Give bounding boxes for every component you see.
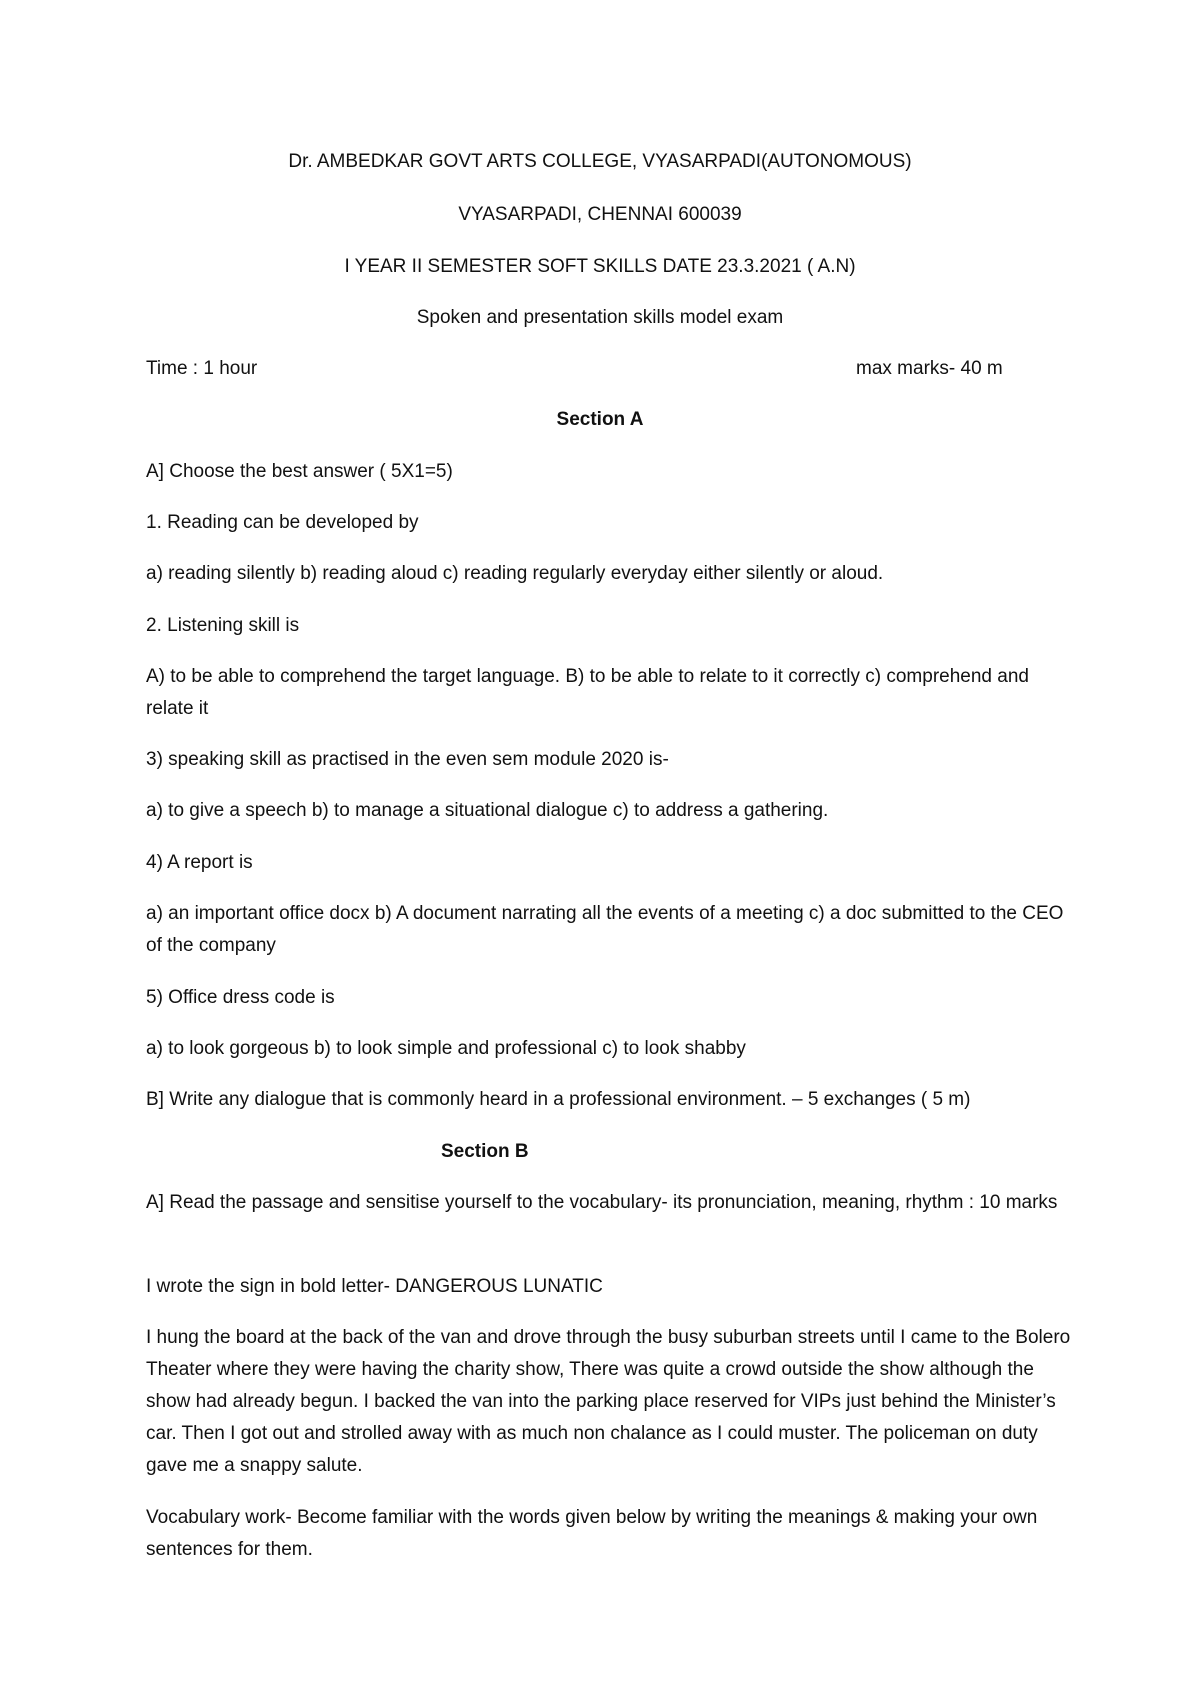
question-4: 4) A report is	[146, 852, 253, 873]
exam-max-marks: max marks- 40 m	[856, 358, 1003, 379]
question-2: 2. Listening skill is	[146, 615, 300, 636]
question-5-options: a) to look gorgeous b) to look simple and professional c) to look shabby	[146, 1038, 746, 1059]
sign-line: I wrote the sign in bold letter- DANGEROUS LUNATIC	[146, 1276, 603, 1297]
question-3: 3) speaking skill as practised in the even sem module 2020 is-	[146, 749, 669, 770]
section-a-part-b-instruction: B] Write any dialogue that is commonly heard in a professional environment. – 5 exchanges ( 5 m)	[146, 1089, 971, 1110]
section-a-heading: Section A	[556, 409, 644, 430]
section-b-part-a-instruction: A] Read the passage and sensitise yourself to the vocabulary- its pronunciation, meaning, rhythm : 10 marks	[146, 1192, 1058, 1213]
exam-details: I YEAR II SEMESTER SOFT SKILLS DATE 23.3.2021 ( A.N)	[344, 256, 856, 277]
question-5: 5) Office dress code is	[146, 987, 335, 1008]
college-name: Dr. AMBEDKAR GOVT ARTS COLLEGE, VYASARPADI(AUTONOMOUS)	[288, 151, 912, 172]
exam-time: Time : 1 hour	[146, 358, 258, 379]
question-4-options: a) an important office docx b) A document narrating all the events of a meeting c) a doc submitted to the CEO of the company	[146, 903, 1064, 956]
section-b-heading: Section B	[441, 1141, 529, 1162]
question-3-options: a) to give a speech b) to manage a situational dialogue c) to address a gathering.	[146, 800, 829, 821]
section-a-part-a-instruction: A] Choose the best answer ( 5X1=5)	[146, 461, 453, 482]
vocabulary-instruction: Vocabulary work- Become familiar with the words given below by writing the meanings & making your own sentences for them.	[146, 1507, 1038, 1560]
exam-subtitle: Spoken and presentation skills model exam	[416, 307, 784, 328]
college-address: VYASARPADI, CHENNAI 600039	[458, 204, 742, 225]
question-1-options: a) reading silently b) reading aloud c) reading regularly everyday either silently or aloud.	[146, 563, 884, 584]
passage: I hung the board at the back of the van and drove through the busy suburban streets until I came to the Bolero Theater where they were having the charity show, There was quite a crowd outside the show although the show had already begun. I backed the van into the parking place reserved for VIPs just behind the Minister’s car. Then I got out and strolled away with as much non chalance as I could muster. The policeman on duty gave me a snappy salute.	[146, 1327, 1071, 1476]
question-1: 1. Reading can be developed by	[146, 512, 419, 533]
question-2-options: A) to be able to comprehend the target language. B) to be able to relate to it correctly c) comprehend and relate it	[146, 666, 1029, 719]
